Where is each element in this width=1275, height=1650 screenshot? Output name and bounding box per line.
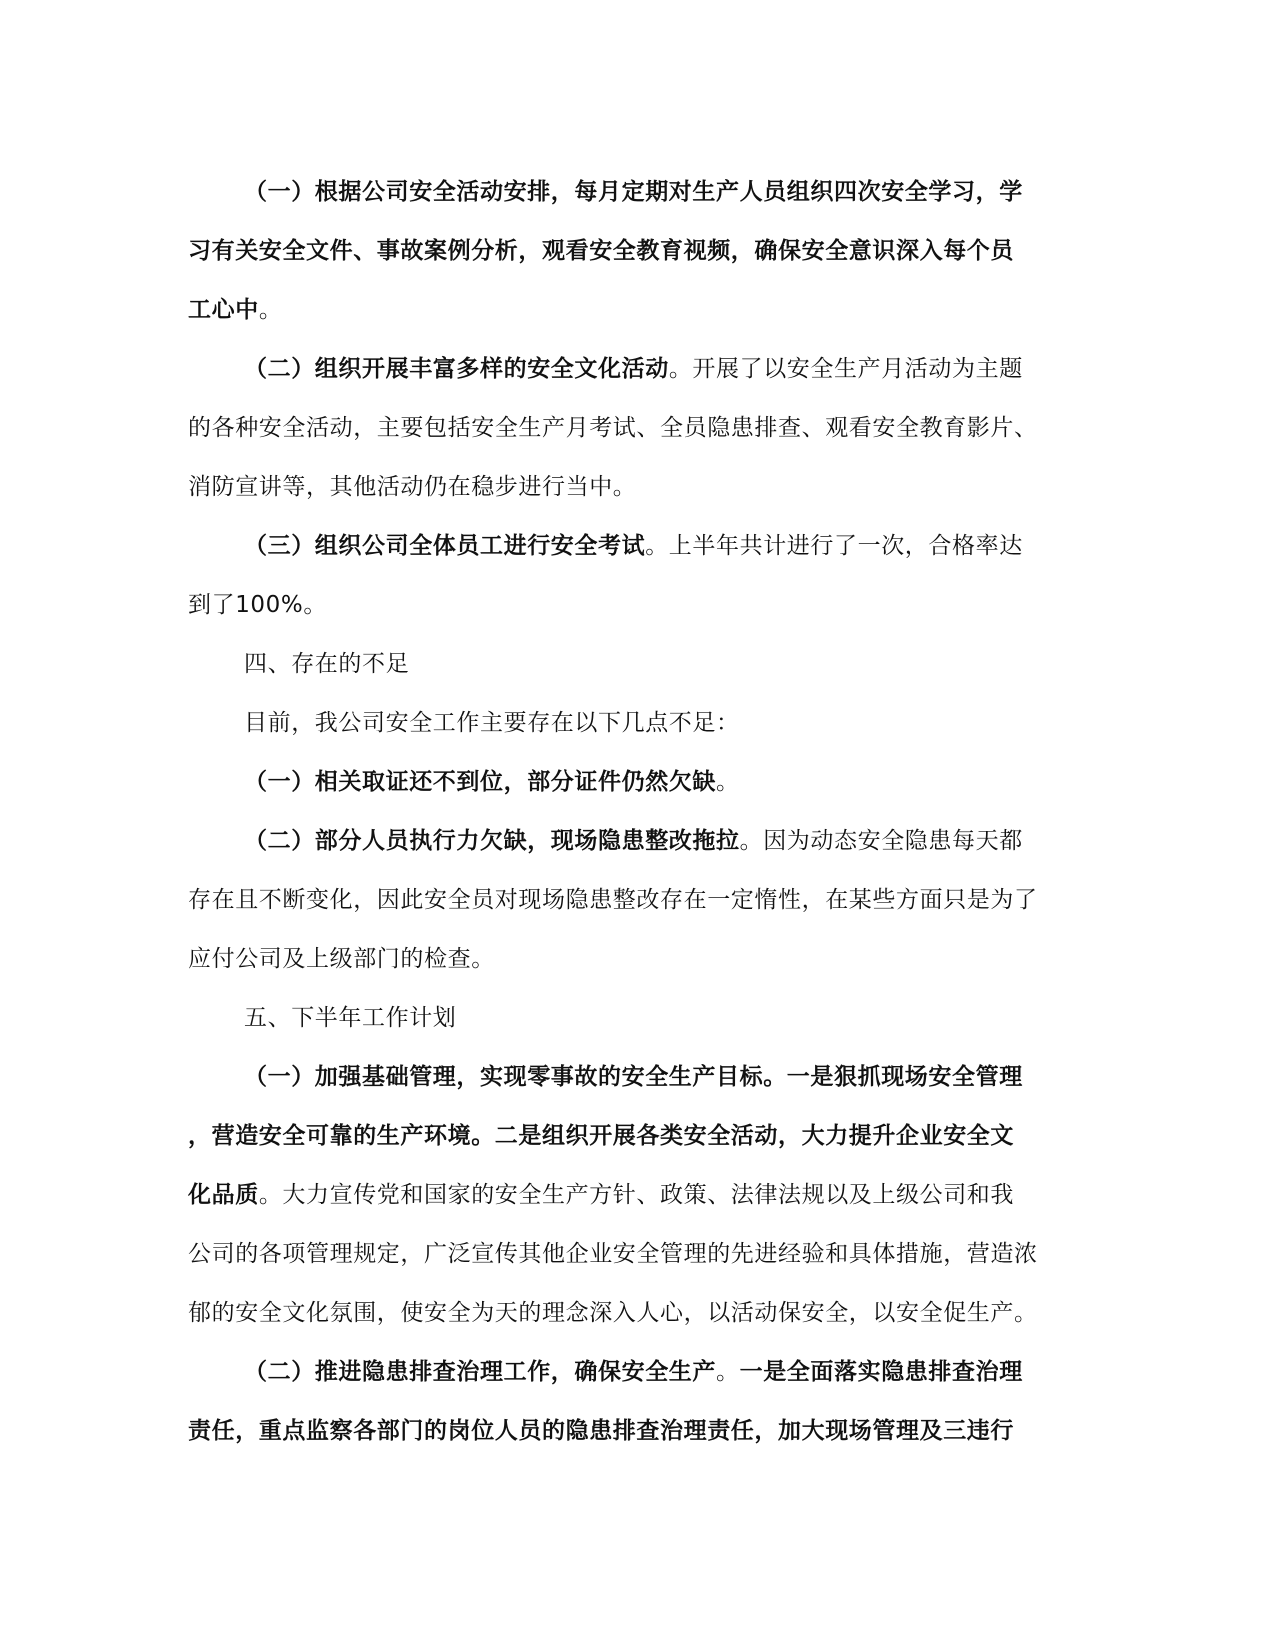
- text-segment: 。大力宣传党和国家的安全生产方针、政策、法律法规以及上级公司和我: [258, 1182, 1015, 1208]
- text-line: [188, 340, 1082, 399]
- bold-text-segment: ，营造安全可靠的生产环境。二是组织开展各类安全活动，大力提升企业安全文: [188, 1123, 1014, 1149]
- text-segment: 。因为动态安全隐患每天都: [739, 828, 1023, 854]
- document-body: [188, 163, 1082, 1461]
- text-segment: 消防宣讲等，其他活动仍在稳步进行当中。: [188, 474, 637, 500]
- text-line: [188, 930, 1082, 989]
- text-line: [188, 517, 1082, 576]
- bold-text-segment: （二）推进隐患排查治理工作，确保安全生产: [244, 1359, 716, 1385]
- bold-text-segment: 一是全面落实隐患排查治理: [739, 1359, 1023, 1385]
- text-segment: 。: [716, 1359, 740, 1385]
- bold-text-segment: 习有关安全文件、事故案例分析，观看安全教育视频，确保安全意识深入每个员: [188, 238, 1014, 264]
- text-segment: 应付公司及上级部门的检查。: [188, 946, 495, 972]
- text-line: [188, 694, 1082, 753]
- text-segment: 郁的安全文化氛围，使安全为天的理念深入人心，以活动保安全，以安全促生产。: [188, 1300, 1038, 1326]
- text-line: [188, 1225, 1082, 1284]
- text-line: [188, 812, 1082, 871]
- text-segment: 存在且不断变化，因此安全员对现场隐患整改存在一定惰性，在某些方面只是为了: [188, 887, 1038, 913]
- text-segment: 五、下半年工作计划: [244, 1005, 457, 1031]
- bold-text-segment: （二）组织开展丰富多样的安全文化活动: [244, 356, 669, 382]
- bold-text-segment: （三）组织公司全体员工进行安全考试: [244, 533, 646, 559]
- bold-text-segment: （一）根据公司安全活动安排，每月定期对生产人员组织四次安全学习，学: [244, 179, 1023, 205]
- text-line: [188, 1284, 1082, 1343]
- bold-text-segment: （二）部分人员执行力欠缺，现场隐患整改拖拉: [244, 828, 740, 854]
- text-line: [188, 399, 1082, 458]
- text-segment: 目前，我公司安全工作主要存在以下几点不足：: [244, 710, 740, 736]
- text-segment: 。上半年共计进行了一次，合格率达: [645, 533, 1023, 559]
- text-segment: 到了100%。: [188, 592, 327, 618]
- text-line: [188, 458, 1082, 517]
- text-segment: 四、存在的不足: [244, 651, 410, 677]
- text-line: [188, 1166, 1082, 1225]
- bold-text-segment: 工心中: [188, 297, 259, 323]
- text-line: [188, 1402, 1082, 1461]
- text-segment: 。: [258, 297, 283, 323]
- bold-text-segment: （一）加强基础管理，实现零事故的安全生产目标。一是狠抓现场安全管理: [244, 1064, 1023, 1090]
- text-segment: 。开展了以安全生产月活动为主题: [668, 356, 1023, 382]
- text-line: [188, 635, 1082, 694]
- text-segment: 公司的各项管理规定，广泛宣传其他企业安全管理的先进经验和具体措施，营造浓: [188, 1241, 1038, 1267]
- text-line: [188, 222, 1082, 281]
- text-line: [188, 1343, 1082, 1402]
- text-segment: 的各种安全活动，主要包括安全生产月考试、全员隐患排查、观看安全教育影片、: [188, 415, 1038, 441]
- text-line: [188, 989, 1082, 1048]
- text-line: [188, 163, 1082, 222]
- text-line: [188, 1048, 1082, 1107]
- text-line: [188, 1107, 1082, 1166]
- text-segment: 。: [716, 769, 740, 795]
- bold-text-segment: 责任，重点监察各部门的岗位人员的隐患排查治理责任，加大现场管理及三违行: [188, 1418, 1014, 1444]
- text-line: [188, 753, 1082, 812]
- text-line: [188, 871, 1082, 930]
- bold-text-segment: 化品质: [188, 1182, 259, 1208]
- bold-text-segment: （一）相关取证还不到位，部分证件仍然欠缺: [244, 769, 716, 795]
- text-line: [188, 281, 1082, 340]
- text-line: [188, 576, 1082, 635]
